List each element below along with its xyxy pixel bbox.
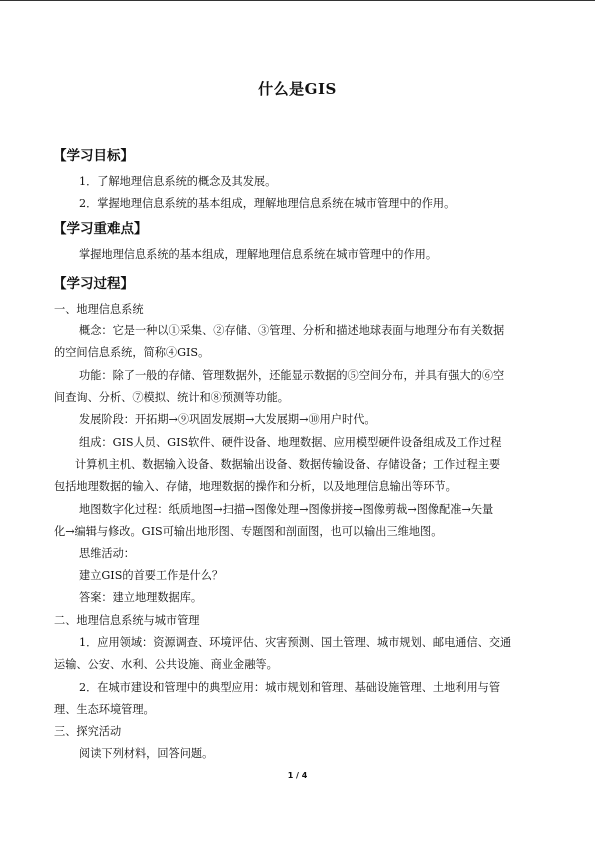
paragraph-line: 间查询、分析、⑦模拟、统计和⑧预测等功能。 — [54, 391, 289, 404]
paragraph-line: 2．在城市建设和管理中的典型应用：城市规划和管理、基础设施管理、土地利用与管 — [79, 681, 501, 694]
paragraph-line: 阅读下列材料，回答问题。 — [79, 747, 214, 760]
paragraph-line: 的空间信息系统，简称④GIS。 — [54, 346, 210, 359]
page-title: 什么是GIS — [258, 80, 337, 98]
paragraph-line: 答案：建立地理数据库。 — [79, 591, 203, 604]
page-number: 1 / 4 — [287, 771, 308, 780]
paragraph-line: 发展阶段：开拓期→⑨巩固发展期→大发展期→⑩用户时代。 — [79, 413, 376, 426]
objective-item: 1．了解地理信息系统的概念及其发展。 — [79, 175, 277, 188]
key-points-text: 掌握地理信息系统的基本组成，理解地理信息系统在城市管理中的作用。 — [79, 248, 438, 261]
heading-key-points: 【学习重难点】 — [53, 221, 148, 237]
paragraph-line: 计算机主机、数据输入设备、数据输出设备、数据传输设备、存储设备；工作过程主要 — [75, 458, 501, 471]
paragraph-line: 理、生态环境管理。 — [54, 703, 155, 716]
paragraph-line: 思维活动： — [79, 547, 135, 560]
paragraph-line: 建立GIS的首要工作是什么？ — [79, 569, 224, 582]
section-heading: 一、地理信息系统 — [54, 303, 144, 316]
paragraph-line: 组成：GIS人员、GIS软件、硬件设备、地理数据、应用模型硬件设备组成及工作过程 — [79, 436, 502, 449]
paragraph-line: 功能：除了一般的存储、管理数据外，还能显示数据的⑤空间分布，并具有强大的⑥空 — [79, 369, 505, 382]
paragraph-line: 地图数字化过程：纸质地图→扫描→图像处理→图像拼接→图像剪裁→图像配准→矢量 — [79, 503, 494, 516]
paragraph-line: 包括地理数据的输入、存储，地理数据的操作和分析，以及地理信息输出等环节。 — [54, 480, 457, 493]
heading-learning-process: 【学习过程】 — [53, 276, 134, 292]
paragraph-line: 概念：它是一种以①采集、②存储、③管理、分析和描述地球表面与地理分布有关数据 — [79, 324, 505, 337]
paragraph-line: 1．应用领域：资源调查、环境评估、灾害预测、国土管理、城市规划、邮电通信、交通 — [79, 636, 512, 649]
top-border-line — [0, 0, 595, 1]
section-heading: 三、探究活动 — [54, 725, 122, 738]
paragraph-line: 运输、公安、水利、公共设施、商业金融等。 — [54, 658, 278, 671]
paragraph-line: 化→编辑与修改。GIS可输出地形图、专题图和剖面图，也可以输出三维地图。 — [54, 525, 443, 538]
heading-learning-objectives: 【学习目标】 — [53, 148, 134, 164]
section-heading: 二、地理信息系统与城市管理 — [54, 614, 200, 627]
objective-item: 2．掌握地理信息系统的基本组成，理解地理信息系统在城市管理中的作用。 — [79, 197, 456, 210]
